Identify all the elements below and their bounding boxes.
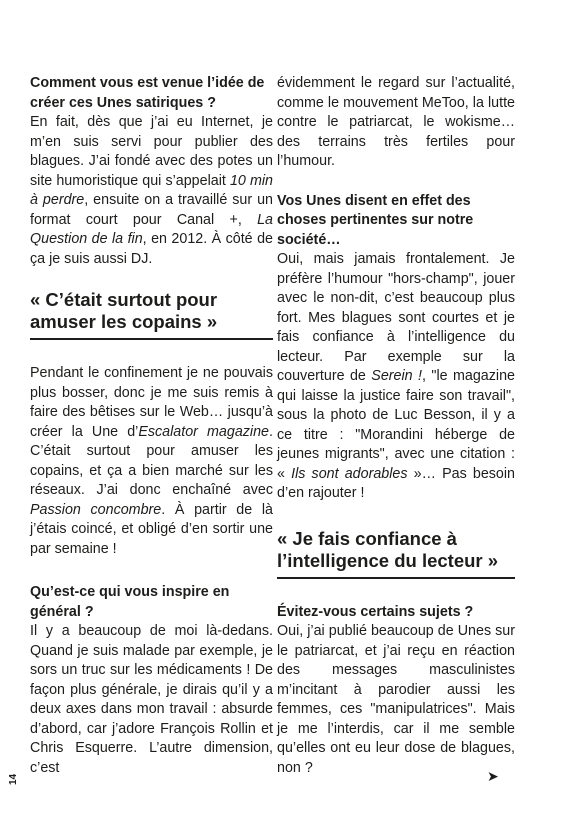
answer-inspiration — [30, 622, 273, 778]
right-column — [277, 74, 515, 778]
text-run: Pendant le confinement je ne pouvais plus bosser, donc je me suis remis à faire des bêtises sur le Web… jusqu’à créer la Une d’ — [30, 365, 273, 440]
text-run: . C’était surtout pour amuser les copains, et ça a bien marché sur les réseaux. J’ai donc enchaîné avec — [30, 423, 273, 498]
text-run: Oui, j’ai publié beaucoup de Unes sur le patriarcat, et j’ai reçu en réaction des messages masculinistes m’incitant à parodier aussi les femmes, ces "manipulatrices". Mais je me l’interdis, car il me semble qu’elles ont eu leur dose de blagues, non ? — [277, 623, 515, 776]
text-run: , en 2012. À côté de ça je suis aussi DJ. — [30, 231, 273, 267]
paragraph-continuation — [277, 74, 515, 172]
text-run: . À partir de là j’étais coincé, et obligé d’en sortir une par semaine ! — [30, 501, 273, 557]
question-inspiration: Qu’est-ce qui vous inspire en général ? — [30, 584, 230, 620]
page-number: 14 — [8, 773, 19, 785]
answer-subjects — [277, 622, 515, 778]
question-pertinence: Vos Unes disent en effet des choses pertinentes sur notre société… — [277, 192, 474, 248]
answer-pertinence — [277, 250, 515, 504]
italic-title: Escalator magazine — [138, 423, 270, 440]
question-idea-origin: Comment vous est venue l’idée de créer ces Unes satiriques ? — [30, 75, 265, 111]
italic-title: Passion concombre — [30, 501, 162, 518]
pull-quote-intelligence: « Je fais confiance à l’intelligence du lecteur » — [277, 528, 515, 579]
italic-title: La Question de la fin — [30, 211, 273, 247]
text-run: , "le magazine qui laisse la justice faire son travail", sous la photo de Luc Besson, il y a ce titre : "Morandini héberge de jeunes migrants", avec une citation : « — [277, 368, 515, 482]
text-run: , ensuite on a travaillé sur un format court pour Canal +, — [30, 192, 273, 228]
paragraph-confinement — [30, 364, 273, 559]
continue-arrow-icon: ➤ — [487, 768, 499, 784]
answer-idea-origin — [30, 113, 273, 269]
text-run: »… Pas besoin d’en rajouter ! — [277, 465, 515, 501]
left-column — [30, 74, 273, 778]
italic-title: Serein ! — [371, 368, 422, 384]
text-run: Il y a beaucoup de moi là-dedans. Quand je suis malade par exemple, je sors un truc sur les médicaments ! De façon plus générale, je dirais qu’il y a deux axes dans mon travail : absurde d’abord, car j’adore François Rollin et Chris Esquerre. L’autre dimension, c’est — [30, 623, 273, 776]
italic-title: Ils sont adorables — [291, 465, 408, 482]
text-run: Oui, mais jamais frontalement. Je préfère l’humour "hors-champ", jouer avec le non-dit, c’est beaucoup plus fort. Mes blagues sont courtes et je fais confiance à l’intelligence du lecteur. Par exemple sur la couverture de — [277, 251, 515, 384]
pull-quote-copains: « C’était surtout pour amuser les copains » — [30, 289, 273, 340]
question-subjects: Évitez-vous certains sujets ? — [277, 603, 474, 620]
italic-title: 10 min à perdre — [30, 172, 273, 208]
text-run: En fait, dès que j’ai eu Internet, je m’en suis servi pour publier des blagues. J’ai fondé avec des potes un site humoristique qui s’appelait — [30, 114, 273, 189]
text-run: évidemment le regard sur l’actualité, comme le mouvement MeToo, la lutte contre le patriarcat, le wokisme… des terrains très fertiles pour l’humour. — [277, 75, 515, 169]
